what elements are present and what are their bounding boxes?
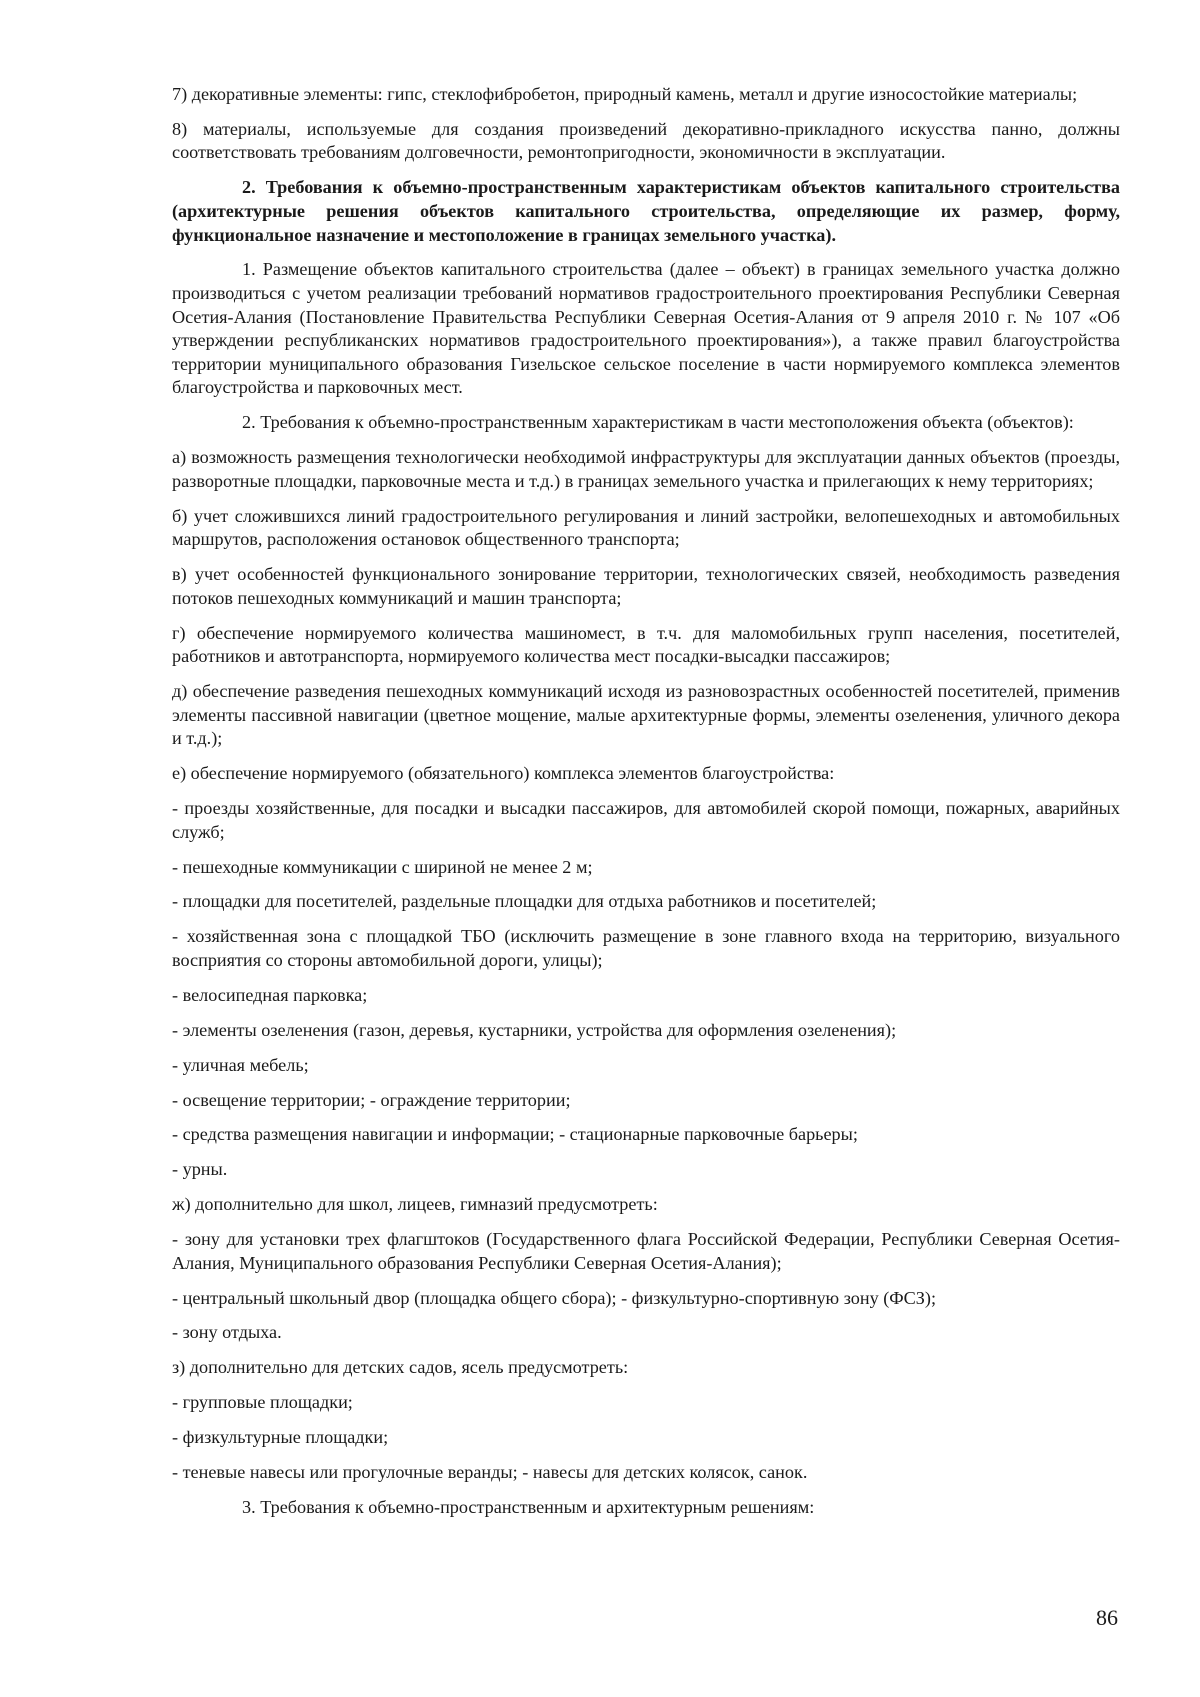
list-item-rest-zone: - зону отдыха. [172, 1322, 282, 1343]
list-item-bins: - урны. [172, 1159, 228, 1180]
list-item-school-yard: - центральный школьный двор (площадка общего сбора); - физкультурно-спортивную зону (ФСЗ); [172, 1287, 937, 1308]
paragraph-point-1: 1. Размещение объектов капитального строительства (далее – объект) в границах земельного участка должно производиться с учетом реализации требований нормативов градостроительного проектирования Республики Северная Осетия-Алания (Постановление Правительства Республики Северная Осетия-Алания от 9 апреля 2010 г. № 107 «Об утверждении республиканских нормативов градостроительного проектирования»), а также правил благоустройства территории муниципального образования Гизельское сельское поселение в части нормируемого комплекса элементов благоустройства и парковочных мест. [172, 259, 1120, 398]
list-item-flagpoles: - зону для установки трех флагштоков (Государственного флага Российской Федерации, Республики Северная Осетия-Алания, Муниципального образования Республики Северная Осетия-Алания); [172, 1229, 1120, 1273]
section-heading-2: 2. Требования к объемно-пространственным характеристикам объектов капитального строительства (архитектурные решения объектов капитального строительства, определяющие их размер, форму, функциональное назначение и местоположение в границах земельного участка). [172, 177, 1120, 245]
list-item-sport-areas: - физкультурные площадки; [172, 1427, 389, 1448]
paragraph-point-2: 2. Требования к объемно-пространственным характеристикам в части местоположения объекта (объектов): [242, 412, 1074, 433]
list-item-street-furniture: - уличная мебель; [172, 1054, 309, 1075]
paragraph-sub-e: е) обеспечение нормируемого (обязательного) комплекса элементов благоустройства: [172, 763, 835, 784]
list-item-group-areas: - групповые площадки; [172, 1392, 353, 1413]
list-item-utility-zone: - хозяйственная зона с площадкой ТБО (исключить размещение в зоне главного входа на территорию, визуального восприятия со стороны автомобильной дороги, улицы); [172, 926, 1120, 970]
paragraph-item-8-materials: 8) материалы, используемые для создания произведений декоративно-прикладного искусства панно, должны соответствовать требованиям долговечности, ремонтопригодности, экономичности в эксплуатации. [172, 118, 1120, 163]
list-item-greenery: - элементы озеленения (газон, деревья, кустарники, устройства для оформления озеленения); [172, 1019, 897, 1040]
list-item-lighting-fencing: - освещение территории; - ограждение территории; [172, 1089, 571, 1110]
paragraph-sub-a: а) возможность размещения технологически необходимой инфраструктуры для эксплуатации данных объектов (проезды, разворотные площадки, парковочные места и т.д.) в границах земельного участка и прилегающих к нему территориях; [172, 447, 1120, 491]
list-item-pedestrian: - пешеходные коммуникации с шириной не менее 2 м; [172, 856, 593, 877]
paragraph-item-7-decorative: 7) декоративные элементы: гипс, стеклофибробетон, природный камень, металл и другие износостойкие материалы; [172, 84, 1078, 104]
list-item-visitor-areas: - площадки для посетителей, раздельные площадки для отдыха работников и посетителей; [172, 891, 877, 912]
list-item-canopies: - теневые навесы или прогулочные веранды; - навесы для детских колясок, санок. [172, 1462, 808, 1483]
paragraph-point-3: 3. Требования к объемно-пространственным и архитектурным решениям: [242, 1496, 815, 1517]
list-item-navigation-barriers: - средства размещения навигации и информации; - стационарные парковочные барьеры; [172, 1124, 858, 1145]
page-number: 86 [1096, 1605, 1118, 1630]
paragraph-sub-v: в) учет особенностей функционального зонирование территории, технологических связей, необходимость разведения потоков пешеходных коммуникаций и машин транспорта; [172, 564, 1120, 608]
paragraph-sub-d: д) обеспечение разведения пешеходных коммуникаций исходя из разновозрастных особенностей посетителей, применив элементы пассивной навигации (цветное мощение, малые архитектурные формы, элементы озеленения, уличного декора и т.д.); [172, 681, 1120, 749]
paragraph-sub-g: г) обеспечение нормируемого количества машиномест, в т.ч. для маломобильных групп населения, посетителей, работников и автотранспорта, нормируемого количества мест посадки-высадки пассажиров; [172, 622, 1120, 667]
paragraph-sub-zh: ж) дополнительно для школ, лицеев, гимназий предусмотреть: [172, 1194, 658, 1215]
paragraph-sub-z: з) дополнительно для детских садов, ясель предусмотреть: [172, 1357, 629, 1378]
paragraph-sub-b: б) учет сложившихся линий градостроительного регулирования и линий застройки, велопешеходных и автомобильных маршрутов, расположения остановок общественного транспорта; [172, 505, 1120, 550]
list-item-driveways: - проезды хозяйственные, для посадки и высадки пассажиров, для автомобилей скорой помощи, пожарных, аварийных служб; [172, 798, 1120, 842]
list-item-bike-parking: - велосипедная парковка; [172, 984, 368, 1005]
document-page [172, 83, 1120, 1531]
